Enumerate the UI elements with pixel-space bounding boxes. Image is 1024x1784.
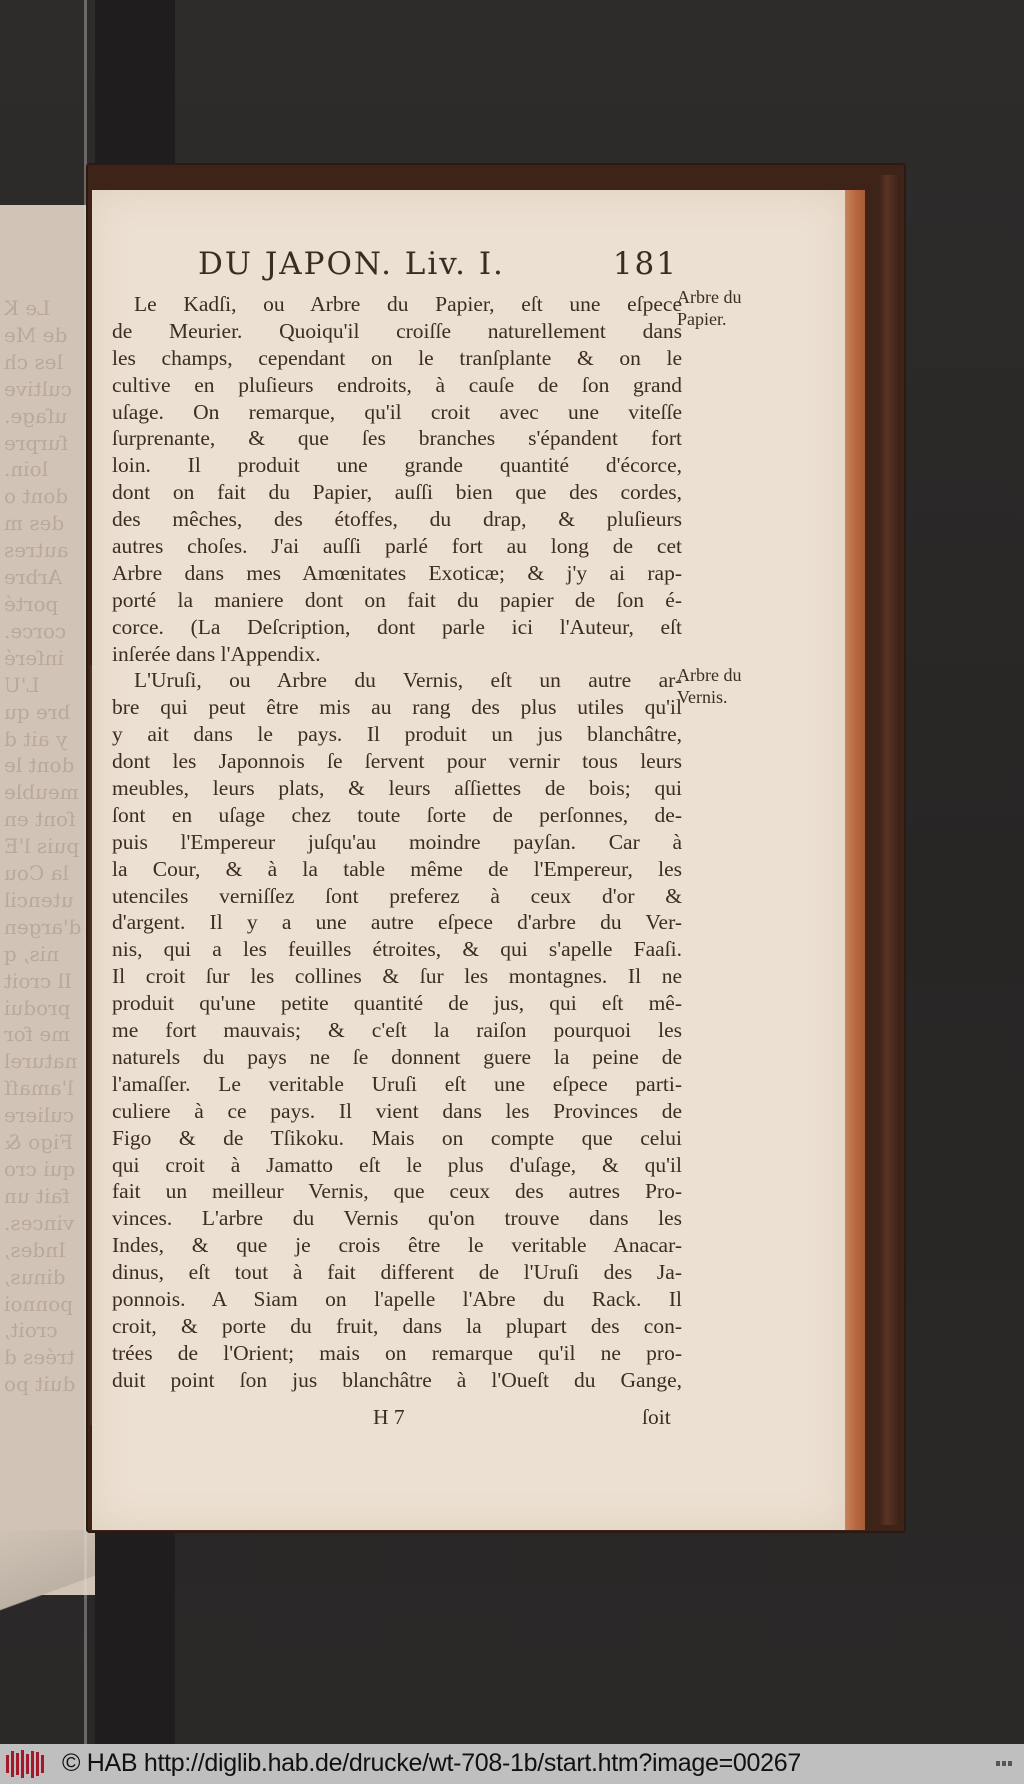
mirror-line: uſage. <box>4 403 68 428</box>
mirror-line: bre qu <box>4 699 71 724</box>
text-line: la Cour, & à la table même de l'Empereur, les <box>112 856 682 881</box>
margin-note-line: Arbre du <box>677 287 742 307</box>
margin-note-line: Vernis. <box>677 687 728 707</box>
text-line: qui croit à Jamatto eſt le plus d'uſage, & qu'il <box>112 1152 682 1177</box>
mirror-line: utencil <box>4 887 74 912</box>
mirror-line: meuble <box>4 780 79 805</box>
text-line: y ait dans le pays. Il produit un jus blanchâtre, <box>112 722 682 747</box>
mirror-line: dont le <box>4 753 75 778</box>
text-line: trées de l'Orient; mais on remarque qu'il ne pro- <box>112 1340 682 1365</box>
mirror-line: loin. <box>4 457 49 482</box>
text-line: Arbre dans mes Amœnitates Exoticæ; & j'y ai rap- <box>112 560 682 585</box>
text-line: les champs, cependant on le tranſplante & on le <box>112 345 682 370</box>
mirror-line: des m <box>4 511 65 536</box>
mirror-line: de Me <box>4 322 68 347</box>
text-line: autres choſes. J'ai auſſi parlé fort au long de cet <box>112 534 682 559</box>
text-line: de Meurier. Quoiqu'il croiſſe naturellement dans <box>112 318 682 343</box>
text-line: vinces. L'arbre du Vernis qu'on trouve dans les <box>112 1206 682 1231</box>
mirror-line: Indes, <box>4 1237 67 1262</box>
text-line: ſont en uſage chez toute ſorte de perſonnes, de- <box>112 802 682 827</box>
mirror-line: L'U <box>4 672 40 697</box>
text-line: dont les Japonnois ſe ſervent pour vernir tous leurs <box>112 749 682 774</box>
margin-note-arbre-du-papier <box>677 286 741 330</box>
mirror-line: nis, q <box>4 941 60 966</box>
text-line: culiere à ce pays. Il vient dans les Provinces de <box>112 1098 682 1123</box>
text-line: produit qu'une petite quantité de jus, qui eſt mê- <box>112 991 682 1016</box>
text-line: Il croit ſur les collines & ſur les montagnes. Il ne <box>112 964 682 989</box>
text-line: loin. Il produit une grande quantité d'écorce, <box>112 453 682 478</box>
mirror-line: produi <box>4 995 71 1020</box>
mirror-line: d'argen <box>4 914 82 939</box>
catchword: ſoit <box>642 1405 671 1429</box>
mirror-line: ſurpre <box>4 430 69 455</box>
text-line: croit, & porte du fruit, dans la plupart des con- <box>112 1313 682 1338</box>
mirror-line: Arbre <box>4 565 63 590</box>
more-icon <box>996 1761 1012 1766</box>
page-edges <box>845 190 865 1530</box>
text-line: me fort mauvais; & c'eſt la raiſon pourquoi les <box>112 1018 682 1043</box>
mirror-line: naturel <box>4 1049 78 1074</box>
mirror-line: la Cou <box>4 861 69 886</box>
hab-logo-icon <box>6 1750 46 1778</box>
text-line: meubles, leurs plats, & leurs aſſiettes de bois; qui <box>112 776 682 801</box>
facing-page-fold <box>0 1530 95 1640</box>
mirror-line: croit, <box>4 1318 58 1343</box>
text-line: duit point ſon jus blanchâtre à l'Oueſt du Gange, <box>112 1367 682 1392</box>
running-head <box>198 246 678 282</box>
mirror-line: Il croit <box>4 968 72 993</box>
text-line: puis l'Empereur juſqu'au moindre payſan. Car à <box>112 829 682 854</box>
margin-note-line: Papier. <box>677 309 727 329</box>
mirror-line: inſeré <box>4 645 64 670</box>
text-line: bre qui peut être mis au rang des plus utiles qu'il <box>112 695 682 720</box>
mirror-line: ſont en <box>4 807 76 832</box>
mirror-line: vinces. <box>4 1210 75 1235</box>
mirror-line: porté <box>4 591 59 616</box>
footer-bar <box>0 1744 1024 1784</box>
text-line: Indes, & que je crois être le veritable Anacar- <box>112 1233 682 1258</box>
gutter-shadow-line <box>90 665 92 1425</box>
mirror-line: fait un <box>4 1183 70 1208</box>
copyright-url[interactable]: © HAB http://diglib.hab.de/drucke/wt-708-1b/start.htm?image=00267 <box>62 1749 801 1777</box>
mirror-line: les ch <box>4 349 63 374</box>
text-line: l'amaſſer. Le veritable Uruſi eſt une eſpece parti- <box>112 1071 682 1096</box>
text-line: dont on fait du Papier, auſſi bien que des cordes, <box>112 480 682 505</box>
mirror-line: Figo & <box>4 1130 74 1155</box>
mirror-line: cultive <box>4 376 73 401</box>
text-line: corce. (La Deſcription, dont parle ici l'Auteur, eſt <box>112 614 682 639</box>
mirror-line: corce. <box>4 618 67 643</box>
mirror-line: Le K <box>4 296 51 320</box>
mirror-line: ponnoi <box>4 1291 74 1316</box>
signature-mark: H 7 <box>373 1405 405 1429</box>
mirror-line: me for <box>4 1022 71 1047</box>
mirror-line: dinus, <box>4 1264 66 1289</box>
text-line: Le Kadſi, ou Arbre du Papier, eſt une eſpece <box>134 292 682 316</box>
mirror-line: qui cro <box>4 1157 76 1181</box>
text-line: d'argent. Il y a une autre eſpece d'arbre du Ver- <box>112 910 682 935</box>
text-line: dinus, eſt tout à fait different de l'Uruſi des Ja- <box>112 1260 682 1285</box>
text-line: L'Uruſi, ou Arbre du Vernis, eſt un autre ar- <box>134 668 682 693</box>
text-line: Figo & de Tſikoku. Mais on compte que celui <box>112 1125 682 1150</box>
mirror-line: l'amaſſ <box>4 1076 74 1101</box>
text-line: naturels du pays ne ſe donnent guere la peine de <box>112 1044 682 1069</box>
text-line: uſage. On remarque, qu'il croit avec une viteſſe <box>112 399 682 424</box>
mirror-line: duit po <box>4 1372 76 1395</box>
mirror-line: puis l'E <box>4 834 80 859</box>
page-body-text <box>112 291 682 1394</box>
book-cover-edge <box>878 175 900 1525</box>
text-line: nis, qui a les feuilles étroites, & qui s'apelle Faaſi. <box>112 937 682 962</box>
margin-note-arbre-du-vernis <box>677 664 741 708</box>
text-line: porté la maniere dont on fait du papier de ſon é- <box>112 587 682 612</box>
page-number: 181 <box>612 246 678 282</box>
mirror-line: trées d <box>4 1345 75 1370</box>
text-line: fait un meilleur Vernis, que ceux des autres Pro- <box>112 1179 682 1204</box>
mirror-line: culiere <box>4 1103 75 1128</box>
text-line: cultive en pluſieurs endroits, à cauſe de ſon grand <box>112 372 682 397</box>
mirror-line: dont o <box>4 484 69 509</box>
text-line: ſurprenante, & que ſes branches s'épandent fort <box>112 426 682 451</box>
text-line: utenciles verniſſez ſont preferez à ceux d'or & <box>112 883 682 908</box>
margin-note-line: Arbre du <box>677 665 742 685</box>
running-head-title: DU JAPON. Liv. I. <box>198 246 505 282</box>
mirror-line: y ait d <box>4 726 68 751</box>
text-line: des mêches, des étoffes, du drap, & pluſieurs <box>112 507 682 532</box>
text-line: ponnois. A Siam on l'apelle l'Abre du Rack. Il <box>112 1286 682 1311</box>
mirror-line: autres <box>4 538 69 563</box>
facing-page-mirror-text <box>4 295 89 1395</box>
text-line: inſerée dans l'Appendix. <box>112 641 321 666</box>
